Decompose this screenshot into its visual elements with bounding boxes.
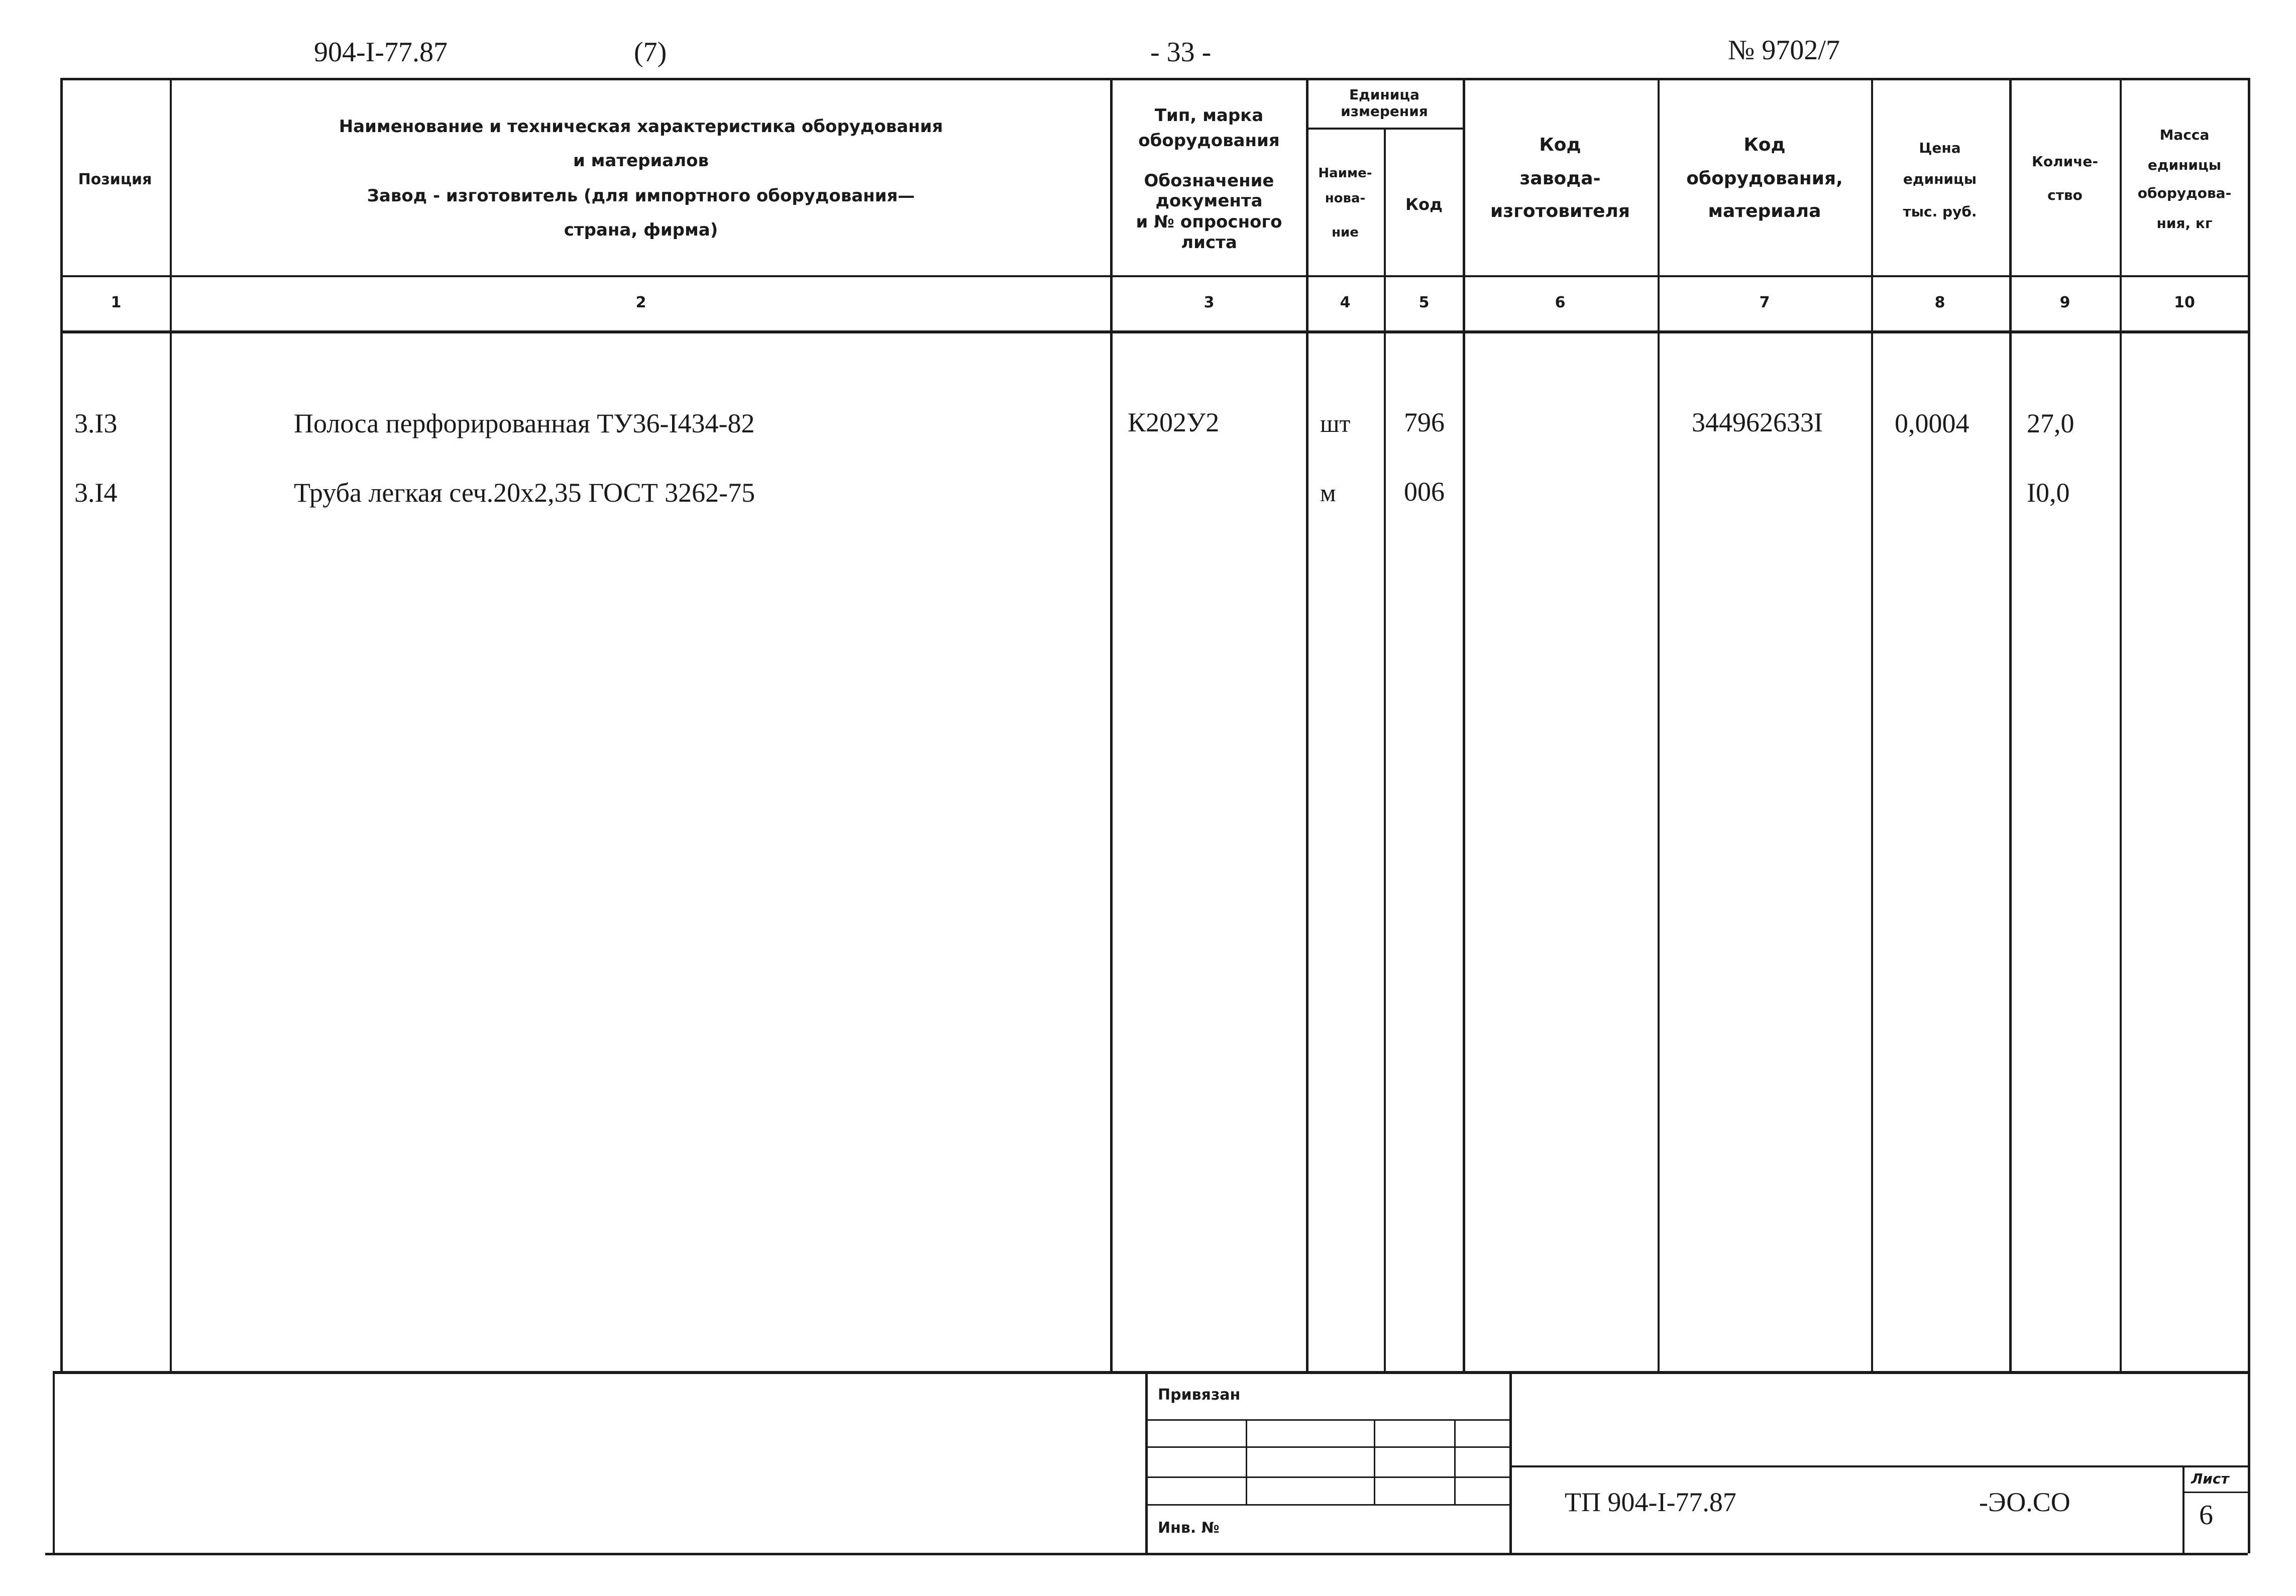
sheet-label: Лист bbox=[2191, 1470, 2229, 1487]
column-number-8: 8 bbox=[1934, 294, 1945, 311]
header-unit-line2: измерения bbox=[1341, 103, 1428, 120]
header-price-line2: единицы bbox=[1903, 171, 1977, 187]
table-bottom-border bbox=[53, 1371, 2248, 1374]
header-type-line1: Тип, марка bbox=[1154, 105, 1264, 126]
header-divider bbox=[60, 275, 2250, 277]
title-block-right-border bbox=[2248, 1374, 2250, 1553]
header-name-line3: Завод - изготовитель (для импортного оборудования— bbox=[367, 186, 915, 206]
row-position: 3.I3 bbox=[74, 408, 118, 438]
col-border-5-6 bbox=[1463, 78, 1465, 1374]
attached-grid-line-4 bbox=[1145, 1504, 1509, 1506]
header-quantity-line1: Количе- bbox=[2031, 153, 2099, 170]
row-unit-code: 006 bbox=[1404, 477, 1445, 507]
header-plant-code-line2: завода- bbox=[1519, 168, 1601, 189]
col-border-1-2 bbox=[170, 78, 172, 1374]
row-material-code: 344962633I bbox=[1692, 407, 1823, 437]
table-top-border bbox=[60, 78, 2250, 80]
attached-box-right bbox=[1509, 1374, 1512, 1553]
document-code: 904-I-77.87 bbox=[314, 37, 448, 68]
header-unit-name-line3: ние bbox=[1332, 225, 1359, 240]
column-number-6: 6 bbox=[1555, 294, 1566, 311]
col-border-right bbox=[2248, 78, 2250, 1374]
header-type-line5: и № опросного bbox=[1136, 212, 1282, 232]
col-border-4-5 bbox=[1384, 128, 1386, 1373]
header-type-line4: документа bbox=[1155, 191, 1263, 211]
sheet-box-left bbox=[2182, 1465, 2184, 1553]
header-quantity-line2: ство bbox=[2047, 187, 2083, 203]
page-number: - 33 - bbox=[1150, 37, 1212, 68]
row-unit: м bbox=[1320, 479, 1336, 507]
header-material-code-line3: материала bbox=[1708, 201, 1821, 221]
sheet-box-divider bbox=[2182, 1492, 2248, 1493]
title-block-left-border bbox=[53, 1374, 55, 1553]
row-name: Полоса перфорированная ТУ36-I434-82 bbox=[294, 408, 755, 438]
col-border-9-10 bbox=[2120, 78, 2122, 1374]
column-number-7: 7 bbox=[1759, 294, 1770, 311]
col-border-2-3 bbox=[1110, 78, 1113, 1374]
column-number-3: 3 bbox=[1204, 294, 1215, 311]
row-name: Труба легкая сеч.20х2,35 ГОСТ 3262-75 bbox=[294, 478, 755, 508]
row-price: 0,0004 bbox=[1895, 408, 1970, 438]
header-plant-code-line1: Код bbox=[1539, 135, 1581, 155]
header-name-line4: страна, фирма) bbox=[564, 220, 718, 240]
header-type-line3: Обозначение bbox=[1144, 171, 1274, 191]
header-mass-line3: оборудова- bbox=[2137, 185, 2232, 201]
col-border-8-9 bbox=[2009, 78, 2012, 1374]
header-mass-line1: Масса bbox=[2159, 127, 2210, 143]
attached-grid-col-2 bbox=[1374, 1420, 1375, 1504]
header-material-code-line1: Код bbox=[1743, 135, 1786, 155]
row-quantity: 27,0 bbox=[2027, 408, 2074, 438]
header-name-line1: Наименование и техническая характеристика оборудования bbox=[339, 117, 943, 137]
row-quantity: I0,0 bbox=[2027, 478, 2070, 508]
attached-grid-col-1 bbox=[1246, 1420, 1247, 1504]
header-type-line2: оборудования bbox=[1138, 131, 1280, 151]
header-plant-code-line3: изготовителя bbox=[1490, 201, 1630, 221]
column-number-5: 5 bbox=[1418, 294, 1430, 311]
attached-box-left bbox=[1145, 1374, 1148, 1553]
row-unit-code: 796 bbox=[1404, 407, 1445, 437]
header-unit-code: Код bbox=[1405, 195, 1443, 214]
variant-number: (7) bbox=[634, 37, 667, 68]
designation-suffix: -ЭО.СО bbox=[1979, 1487, 2070, 1517]
header-type-line6: листа bbox=[1181, 233, 1237, 253]
column-number-10: 10 bbox=[2174, 294, 2195, 311]
row-unit: шт bbox=[1320, 409, 1351, 437]
header-name-line2: и материалов bbox=[573, 151, 709, 171]
archive-number: № 9702/7 bbox=[1728, 35, 1840, 66]
col-border-left bbox=[60, 78, 63, 1374]
col-border-3-4 bbox=[1306, 78, 1308, 1374]
column-number-1: 1 bbox=[111, 294, 122, 311]
column-number-9: 9 bbox=[2059, 294, 2070, 311]
project-designation: ТП 904-I-77.87 bbox=[1565, 1487, 1736, 1517]
header-unit-line1: Единица bbox=[1349, 86, 1419, 103]
designation-top-line bbox=[1509, 1465, 2248, 1467]
header-mass-line4: ния, кг bbox=[2156, 215, 2213, 232]
row-type: К202У2 bbox=[1128, 407, 1220, 437]
inventory-number-label: Инв. № bbox=[1158, 1519, 1220, 1537]
col-border-7-8 bbox=[1871, 78, 1873, 1374]
attached-grid-col-3 bbox=[1454, 1420, 1456, 1504]
row-position: 3.I4 bbox=[74, 478, 118, 508]
header-unit-name-line1: Наиме- bbox=[1318, 166, 1372, 181]
header-price-line3: тыс. руб. bbox=[1903, 203, 1977, 220]
attached-label: Привязан bbox=[1158, 1386, 1241, 1404]
col-border-6-7 bbox=[1658, 78, 1660, 1374]
column-number-2: 2 bbox=[635, 294, 646, 311]
header-position: Позиция bbox=[78, 171, 152, 188]
header-price-line1: Цена bbox=[1919, 140, 1961, 156]
sheet-number: 6 bbox=[2199, 1500, 2213, 1531]
column-numbers-divider bbox=[60, 330, 2250, 333]
header-mass-line2: единицы bbox=[2147, 157, 2222, 173]
header-unit-name-line2: нова- bbox=[1325, 191, 1366, 206]
column-number-4: 4 bbox=[1340, 294, 1351, 311]
header-material-code-line2: оборудования, bbox=[1686, 168, 1843, 189]
